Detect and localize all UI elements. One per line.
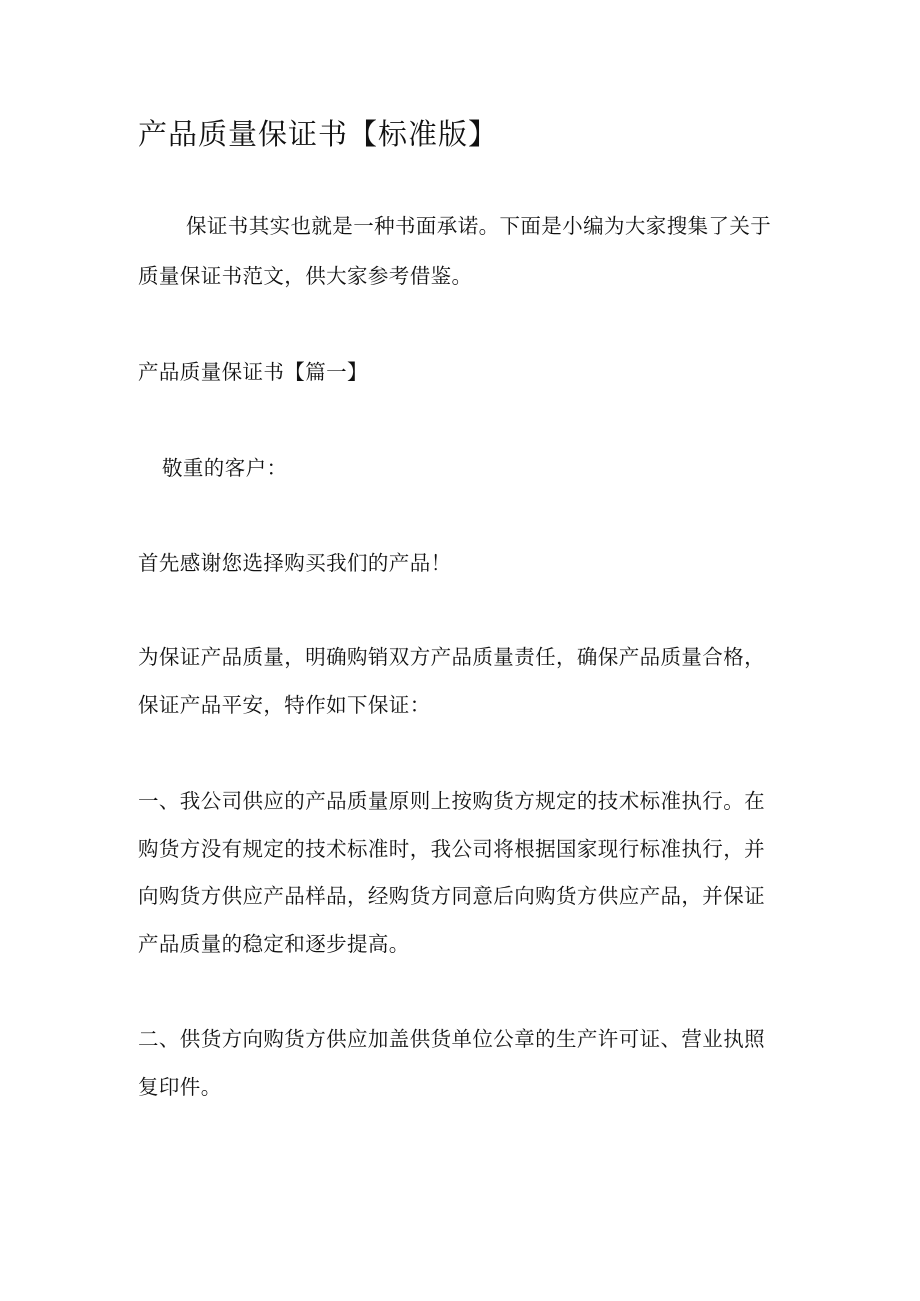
clause-1-line-3: 向购货方供应产品样品，经购货方同意后向购货方供应产品，并保证 [138, 884, 765, 908]
intro-line-1: 保证书其实也就是一种书面承诺。下面是小编为大家搜集了关于 [186, 214, 772, 238]
document-title: 产品质量保证书【标准版】 [138, 117, 499, 151]
salutation: 敬重的客户： [162, 456, 288, 480]
purpose-line-2: 保证产品平安，特作如下保证： [138, 693, 431, 717]
purpose-line-1: 为保证产品质量，明确购销双方产品质量责任，确保产品质量合格， [138, 645, 765, 669]
clause-1-line-1: 一、我公司供应的产品质量原则上按购货方规定的技术标准执行。在 [138, 789, 765, 813]
section-heading: 产品质量保证书【篇一】 [138, 360, 368, 384]
clause-2-line-2: 复印件。 [138, 1075, 222, 1099]
clause-1-line-4: 产品质量的稳定和逐步提高。 [138, 932, 410, 956]
clause-2-line-1: 二、供货方向购货方供应加盖供货单位公章的生产许可证、营业执照 [138, 1027, 765, 1051]
clause-1-line-2: 购货方没有规定的技术标准时，我公司将根据国家现行标准执行，并 [138, 837, 765, 861]
intro-line-2: 质量保证书范文，供大家参考借鉴。 [138, 264, 473, 288]
thanks-paragraph: 首先感谢您选择购买我们的产品！ [138, 551, 452, 575]
